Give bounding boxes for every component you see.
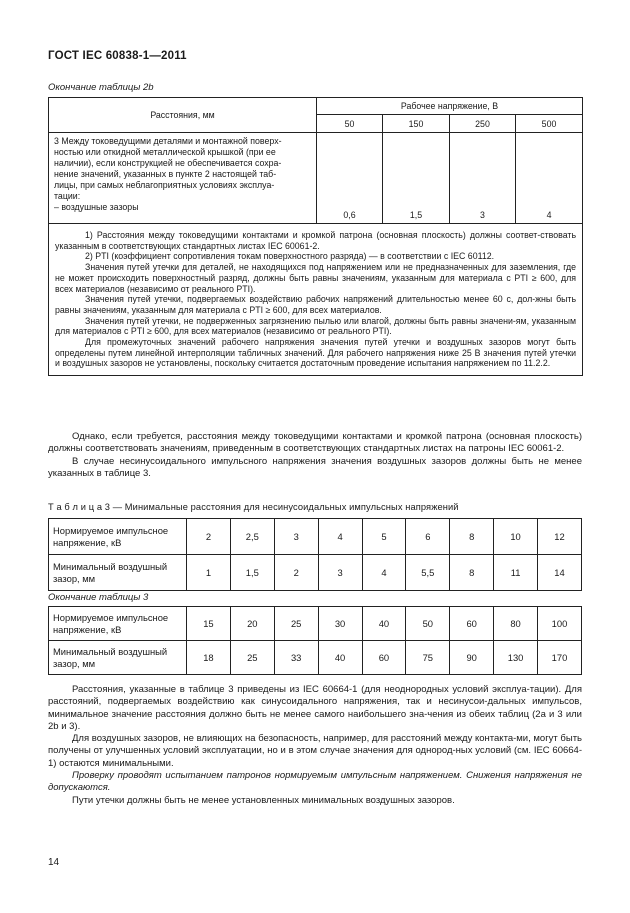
voltage-cell: 25 [274,607,318,641]
note: Значения путей утечки, не подверженных загрязнению пылью или влагой, должны быть равны значени-ям, указанным для материалов с PTI ≥ 600, для всех материалов (независимо от реального PTI). [55,315,577,337]
paragraph-block-2 [48,684,582,807]
voltage-cell: 4 [318,519,362,555]
voltage-cell: 20 [230,607,274,641]
note: Значения путей утечки, подвергаемых воздействию рабочих напряжений длительностью менее 60 с, дол-жны быть равны значениям, указанным для материала с PTI ≥ 600, для всех материалов. [55,294,577,315]
gap-cell: 60 [362,641,406,675]
voltage-col: 50 [317,115,383,133]
gap-cell: 1 [187,555,231,591]
note: 1) Расстояния между токоведущими контактами и кромкой патрона (основная плоскость) должны соответ-ствовать указанным в соответствующих стандартных листах IEC 60061-2. [55,230,577,251]
table-3b-caption: Окончание таблицы 3 [48,592,149,603]
note: Для промежуточных значений рабочего напряжения значения путей утечки и воздушных зазоров могут быть определены путем линейной интерполяции табличных значений. Для рабочего напряжения ниже 25 В значения путей утечки и воздушных зазоров не установлены, поскольку считается достаточным проведение испытания напряжением по 11.2.2. [55,337,577,369]
impulse-voltage-label: Нормируемое импульсное напряжение, кВ [49,519,187,555]
page-number: 14 [48,857,60,868]
voltage-cell: 8 [450,519,494,555]
row-line: тации: [54,191,81,201]
gap-cell: 18 [187,641,231,675]
air-gap-label: Минимальный воздушный зазор, мм [49,555,187,591]
voltage-cell: 2,5 [230,519,274,555]
voltage-col: 150 [383,115,450,133]
note: Значения путей утечки для деталей, не находящихся под напряжением или не предназначенных для заземления, где не может происходить поверхностный разряд, должны быть равны значениям, указанным для материала с PTI ≥ 600, для всех материалов (независимо от реального PTI). [55,262,577,294]
row-line: наличии), если конструкцией не обеспечивается сохра- [54,158,282,168]
row-line: ностью или откидной металлической крышкой (при ее [54,147,276,157]
paragraph: Однако, если требуется, расстояния между токоведущими контактами и кромкой патрона (основная плоскость) должны соответствовать значениям, приведенным в соответствующих стандартных листах на патроны IEC 60061-2. [48,431,582,455]
voltage-col: 250 [450,115,516,133]
paragraph: Пути утечки должны быть не менее установленных минимальных воздушных зазоров. [72,794,455,806]
table-2b-caption: Окончание таблицы 2b [48,82,154,93]
paragraph: В случае несинусоидального импульсного напряжения значения воздушных зазоров должны быть не менее указанных в таблице 3. [48,455,582,479]
distances-header: Расстояния, мм [49,98,317,133]
row-sub-label: – воздушные зазоры [54,202,139,212]
voltage-cell: 80 [494,607,538,641]
voltage-cell: 5 [362,519,406,555]
voltage-cell: 50 [406,607,450,641]
row-line: нение значений, указанных в пункте 2 настоящей таб- [54,169,277,179]
gap-cell: 90 [450,641,494,675]
note: 2) PTI (коэффициент сопротивления токам поверхностного разряда) — в соответствии с IEC 60112. [85,251,495,262]
standard-header: ГОСТ IEC 60838-1—2011 [48,50,187,62]
voltage-cell: 10 [494,519,538,555]
gap-cell: 11 [494,555,538,591]
gap-cell: 40 [318,641,362,675]
gap-cell: 25 [230,641,274,675]
gap-cell: 3 [318,555,362,591]
voltage-cell: 2 [187,519,231,555]
voltage-header: Рабочее напряжение, В [317,98,583,115]
paragraph: Расстояния, указанные в таблице 3 приведены из IEC 60664-1 (для неоднородных условий эксплуа-тации). Для расстояний, подвергаемых воздействию как синусоидального напряжения, так и несинусои-дальных импульсов, минимальное значение расстояния должно быть не менее самого наибольшего зна-чения из обеих таблиц (2a и 3 или 2b и 3). [48,684,582,732]
paragraph-block-1 [48,431,582,480]
voltage-cell: 12 [538,519,582,555]
table-notes [49,224,583,376]
voltage-cell: 6 [406,519,450,555]
table-2b [48,97,583,376]
table-3-caption: Т а б л и ц а 3 — Минимальные расстояния для несинусоидальных импульсных напряжений [48,502,459,512]
gap-cell: 14 [538,555,582,591]
value-cell: 1,5 [383,133,450,224]
voltage-cell: 60 [450,607,494,641]
gap-cell: 130 [494,641,538,675]
table-3 [48,518,582,591]
voltage-cell: 40 [362,607,406,641]
gap-cell: 1,5 [230,555,274,591]
gap-cell: 33 [274,641,318,675]
value-cell: 4 [516,133,583,224]
gap-cell: 2 [274,555,318,591]
impulse-voltage-label: Нормируемое импульсное напряжение, кВ [49,607,187,641]
gap-cell: 5,5 [406,555,450,591]
verification-paragraph: Проверку проводят испытанием патронов нормируемым импульсным напряжением. Снижения напряжения не допускаются. [48,770,582,794]
row-line: 3 Между токоведущими деталями и монтажной поверх- [54,136,282,146]
value-cell: 3 [450,133,516,224]
gap-cell: 8 [450,555,494,591]
voltage-cell: 100 [538,607,582,641]
row-line: лицы, при самых неблагоприятных условиях эксплуа- [54,180,275,190]
gap-cell: 75 [406,641,450,675]
paragraph: Для воздушных зазоров, не влияющих на безопасность, например, для расстояний между контакта-ми, могут быть получены от улучшенных условий эксплуатации, но и в этом случае значения для однород-ных условий (см. IEC 60664-1) остаются минимальными. [48,733,582,769]
row-3-description [49,133,317,224]
table-3b [48,606,582,675]
voltage-cell: 30 [318,607,362,641]
gap-cell: 170 [538,641,582,675]
voltage-cell: 3 [274,519,318,555]
value-cell: 0,6 [317,133,383,224]
gap-cell: 4 [362,555,406,591]
air-gap-label: Минимальный воздушный зазор, мм [49,641,187,675]
voltage-cell: 15 [187,607,231,641]
voltage-col: 500 [516,115,583,133]
